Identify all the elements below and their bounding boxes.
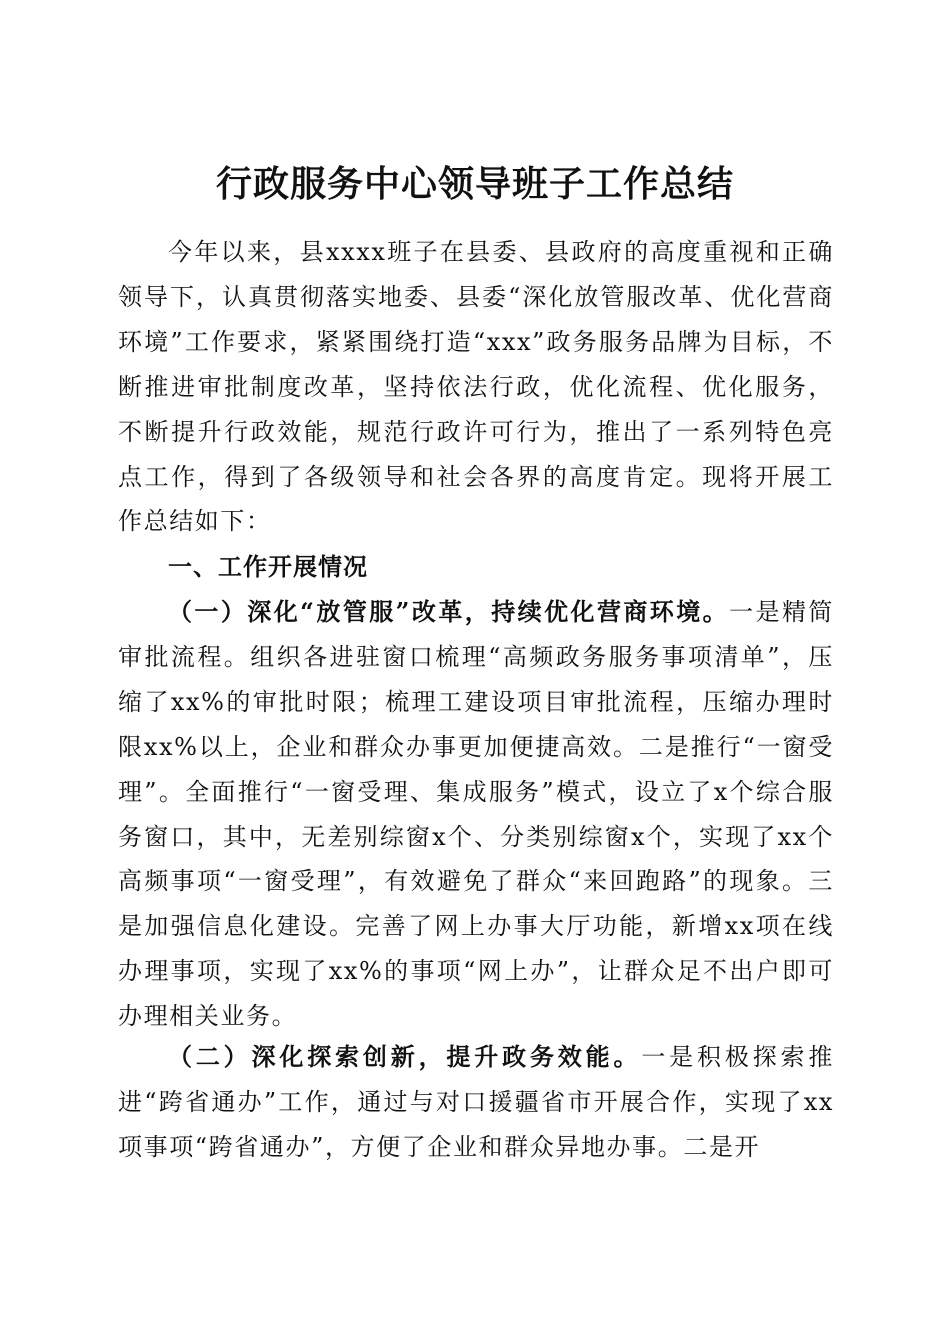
- document-title: 行政服务中心领导班子工作总结: [215, 164, 734, 206]
- intro-paragraph: 今年以来，县xxxx班子在县委、县政府的高度重视和正确领导下，认真贯彻落实地委、县委“深化放管服改革、优化营商环境”工作要求，紧紧围绕打造“xxx”政务服务品牌为目标，不断推进审批制度改革，坚持依法行政，优化流程、优化服务，不断提升行政效能，规范行政许可行为，推出了一系列特色亮点工作，得到了各级领导和社会各界的高度肯定。现将开展工作总结如下：: [118, 238, 834, 536]
- subsection-1-paragraph: [118, 590, 834, 1039]
- subsection-1-text: 一是精简审批流程。组织各进驻窗口梳理“高频政务服务事项清单”，压缩了xx%的审批时限；梳理工建设项目审批流程，压缩办理时限xx%以上，企业和群众办事更加便捷高效。二是推行“一窗受理”。全面推行“一窗受理、集成服务”模式，设立了x个综合服务窗口，其中，无差别综窗x个、分类别综窗x个，实现了xx个高频事项“一窗受理”，有效避免了群众“来回跑路”的现象。三是加强信息化建设。完善了网上办事大厅功能，新增xx项在线办理事项，实现了xx%的事项“网上办”，让群众足不出户即可办理相关业务。: [118, 598, 835, 1031]
- subsection-1-lead: （一）深化“放管服”改革，持续优化营商环境。: [168, 597, 730, 626]
- subsection-2-paragraph: [118, 1035, 834, 1170]
- section-heading: 一、工作开展情况: [168, 553, 368, 581]
- subsection-2-lead: （二）深化探索创新，提升政务效能。: [168, 1042, 642, 1071]
- subsection-2-text: 一是积极探索推进“跨省通办”工作，通过与对口援疆省市开展合作，实现了xx项事项“跨省通办”，方便了企业和群众异地办事。二是开: [118, 1043, 835, 1161]
